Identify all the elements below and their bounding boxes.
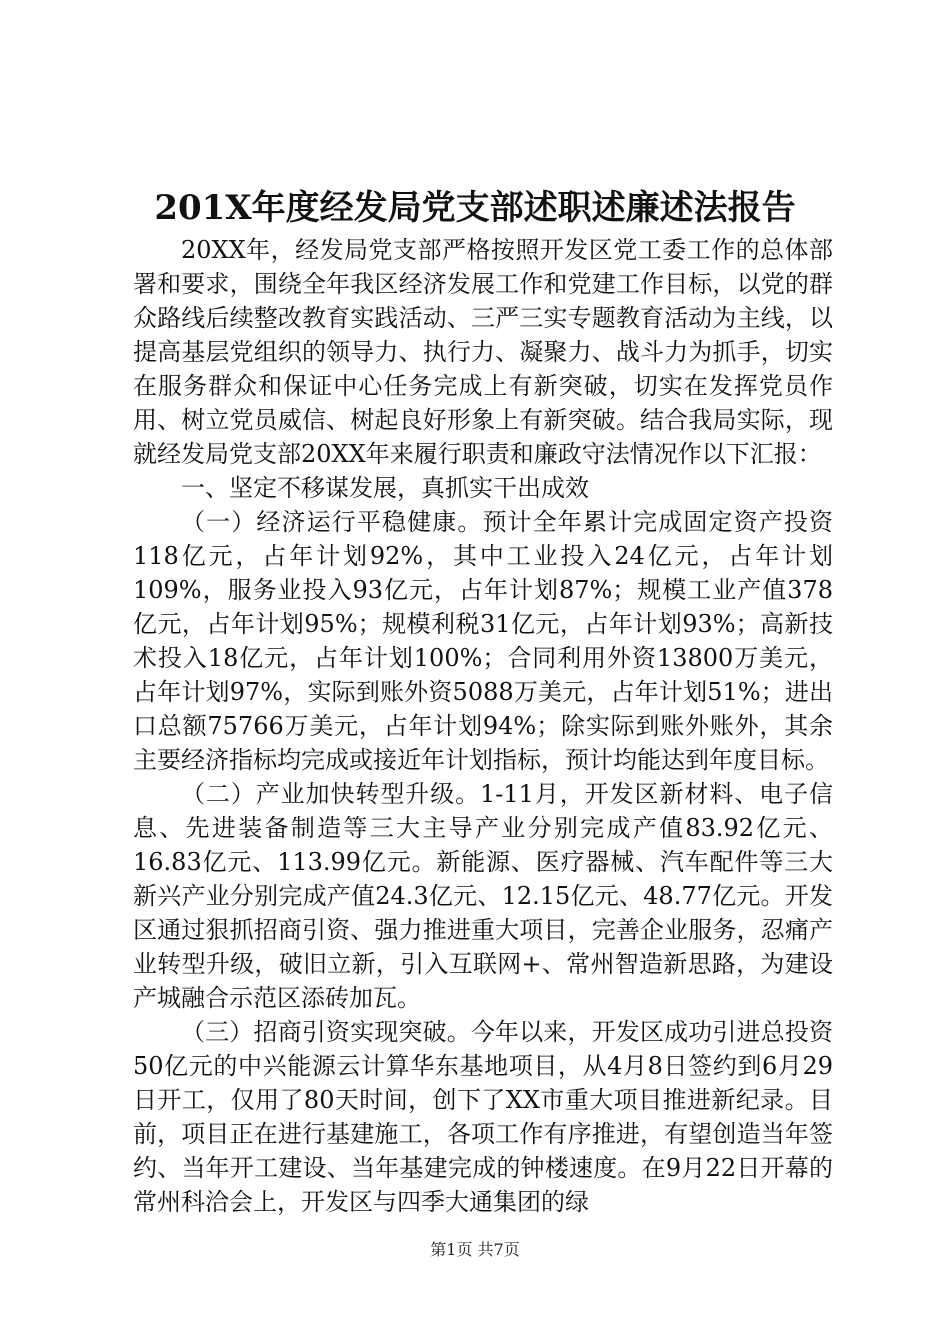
paragraph-investment: （三）招商引资实现突破。今年以来，开发区成功引进总投资50亿元的中兴能源云计算华东基地项目，从4月8日签约到6月29日开工，仅用了80天时间，创下了XX市重大项目推进新纪录。目前，项目正在进行基建施工，各项工作有序推进，有望创造当年签约、当年开工建设、当年基建完成的钟楼速度。在9月22日开幕的常州科洽会上，开发区与四季大通集团的绿: [133, 1018, 833, 1216]
paragraph-economy: （一）经济运行平稳健康。预计全年累计完成固定资产投资118亿元，占年计划92%，其中工业投入24亿元，占年计划109%，服务业投入93亿元，占年计划87%；规模工业产值378亿元，占年计划95%；规模利税31亿元，占年计划93%；高新技术投入18亿元，占年计划100%；合同利用外资13800万美元，占年计划97%，实际到账外资5088万美元，占年计划51%；进出口总额75766万美元，占年计划94%；除实际到账外账外，其余主要经济指标均完成或接近年计划指标，预计均能达到年度目标。: [133, 508, 833, 774]
section-heading: 一、坚定不移谋发展，真抓实干出成效: [181, 474, 589, 502]
paragraph-industry: （二）产业加快转型升级。1-11月，开发区新材料、电子信息、先进装备制造等三大主导产业分别完成产值83.92亿元、16.83亿元、113.99亿元。新能源、医疗器械、汽车配件等三大新兴产业分别完成产值24.3亿元、12.15亿元、48.77亿元。开发区通过狠抓招商引资、强力推进重大项目，完善企业服务，忍痛产业转型升级，破旧立新，引入互联网+、常州智造新思路，为建设产城融合示范区添砖加瓦。: [133, 780, 833, 1012]
paragraph-intro: 20XX年，经发局党支部严格按照开发区党工委工作的总体部署和要求，围绕全年我区经济发展工作和党建工作目标，以党的群众路线后续整改教育实践活动、三严三实专题教育活动为主线，以提高基层党组织的领导力、执行力、凝聚力、战斗力为抓手，切实在服务群众和保证中心任务完成上有新突破，切实在发挥党员作用、树立党员威信、树起良好形象上有新突破。结合我局实际，现就经发局党支部20XX年来履行职责和廉政守法情况作以下汇报：: [133, 236, 833, 468]
document-body: [133, 233, 833, 1219]
document-title: 201X年度经发局党支部述职述廉述法报告: [154, 188, 796, 228]
page-number-footer: 第1页 共7页: [430, 1240, 520, 1259]
